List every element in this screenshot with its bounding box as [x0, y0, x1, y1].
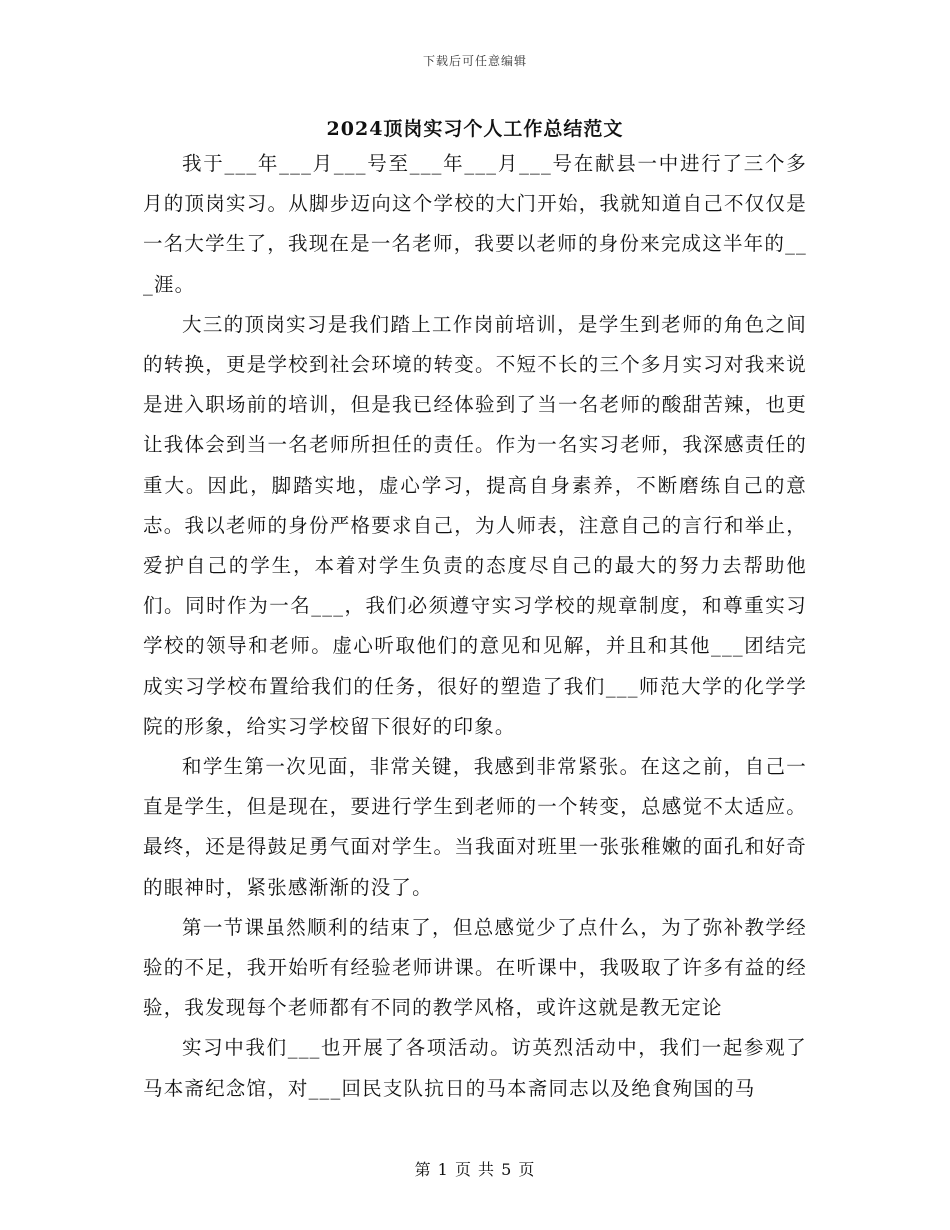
paragraph-2: 大三的顶岗实习是我们踏上工作岗前培训，是学生到老师的角色之间的转换，更是学校到社会环境的转变。不短不长的三个多月实习对我来说是进入职场前的培训，但是我已经体验到了当一名老师的酸甜苦辣，也更让我体会到当一名老师所担任的责任。作为一名实习老师，我深感责任的重大。因此，脚踏实地，虚心学习，提高自身素养，不断磨练自己的意志。我以老师的身份严格要求自己，为人师表，注意自己的言行和举止，爱护自己的学生，本着对学生负责的态度尽自己的最大的努力去帮助他们。同时作为一名___，我们必须遵守实习学校的规章制度，和尊重实习学校的领导和老师。虚心听取他们的意见和见解，并且和其他___团结完成实习学校布置给我们的任务，很好的塑造了我们___师范大学的化学学院的形象，给实习学校留下很好的印象。 [143, 312, 807, 738]
document-title: 2024顶岗实习个人工作总结范文 [326, 118, 624, 140]
page-header-note: 下载后可任意编辑 [422, 54, 527, 68]
paragraph-3: 和学生第一次见面，非常关键，我感到非常紧张。在这之前，自己一直是学生，但是现在，要进行学生到老师的一个转变，总感觉不太适应。最终，还是得鼓足勇气面对学生。当我面对班里一张张稚嫩的面孔和好奇的眼神时，紧张感渐渐的没了。 [143, 755, 807, 899]
paragraph-4: 第一节课虽然顺利的结束了，但总感觉少了点什么，为了弥补教学经验的不足，我开始听有经验老师讲课。在听课中，我吸取了许多有益的经验，我发现每个老师都有不同的教学风格，或许这就是教无定论 [143, 915, 807, 1020]
page-number: 第 1 页 共 5 页 [414, 1160, 536, 1179]
paragraph-5: 实习中我们___也开展了各项活动。访英烈活动中，我们一起参观了马本斋纪念馆，对___回民支队抗日的马本斋同志以及绝食殉国的马 [143, 1036, 807, 1100]
paragraph-1: 我于___年___月___号至___年___月___号在献县一中进行了三个多月的顶岗实习。从脚步迈向这个学校的大门开始，我就知道自己不仅仅是一名大学生了，我现在是一名老师，我要以老师的身份来完成这半年的___涯。 [143, 152, 807, 296]
document-body [143, 144, 807, 1109]
